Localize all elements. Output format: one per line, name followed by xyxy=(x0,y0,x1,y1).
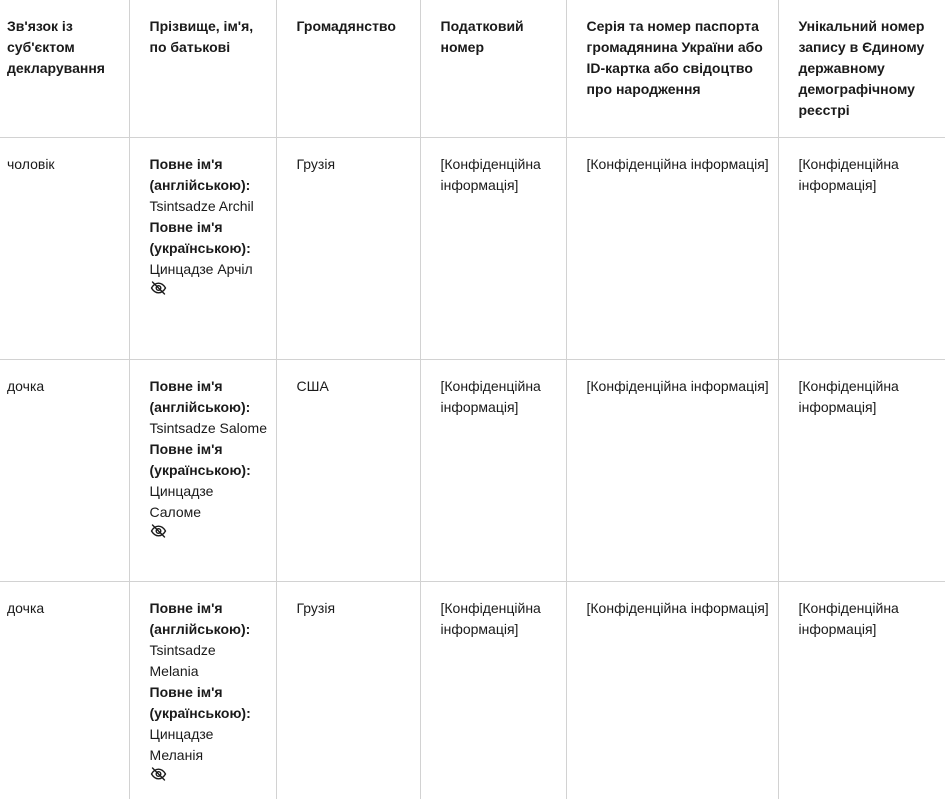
tax-number-cell: [Конфіденційна інформація] xyxy=(420,582,566,800)
full-name-cell xyxy=(129,138,276,360)
name-uk-value: Цинцадзе Арчіл xyxy=(149,261,253,277)
name-en-value: Tsintsadze Melania xyxy=(149,642,216,679)
citizenship-cell: Грузія xyxy=(276,138,420,360)
relation-cell: дочка xyxy=(0,360,129,582)
name-en-value: Tsintsadze Archil xyxy=(149,198,254,214)
table-row xyxy=(0,138,945,360)
header-passport: Серія та номер паспорта громадянина України або ID-картка або свідоцтво про народження xyxy=(566,0,778,138)
header-tax-number: Податковий номер xyxy=(420,0,566,138)
relation-cell: чоловік xyxy=(0,138,129,360)
relation-cell: дочка xyxy=(0,582,129,800)
registry-number-cell: [Конфіденційна інформація] xyxy=(778,138,945,360)
header-full-name: Прізвище, ім'я, по батькові xyxy=(129,0,276,138)
tax-number-cell: [Конфіденційна інформація] xyxy=(420,360,566,582)
name-uk-value: Цинцадзе Меланія xyxy=(149,726,214,763)
header-citizenship: Громадянство xyxy=(276,0,420,138)
passport-cell: [Конфіденційна інформація] xyxy=(566,582,778,800)
registry-number-cell: [Конфіденційна інформація] xyxy=(778,582,945,800)
passport-cell: [Конфіденційна інформація] xyxy=(566,360,778,582)
header-relation: Зв'язок із суб'єктом декларування xyxy=(0,0,129,138)
eye-slash-icon[interactable] xyxy=(150,281,168,297)
eye-slash-icon[interactable] xyxy=(150,524,168,540)
table-row xyxy=(0,360,945,582)
name-uk-value: Цинцадзе Саломе xyxy=(149,483,214,520)
table-header-row xyxy=(0,0,945,138)
table-row xyxy=(0,582,945,800)
name-uk-label: Повне ім'я (українською): xyxy=(149,219,251,256)
citizenship-cell: Грузія xyxy=(276,582,420,800)
full-name-cell xyxy=(129,360,276,582)
name-uk-label: Повне ім'я (українською): xyxy=(149,441,251,478)
eye-slash-icon[interactable] xyxy=(150,767,168,783)
name-uk-label: Повне ім'я (українською): xyxy=(149,684,251,721)
name-en-label: Повне ім'я (англійською): xyxy=(149,156,251,193)
name-en-label: Повне ім'я (англійською): xyxy=(149,600,251,637)
name-en-value: Tsintsadze Salome xyxy=(149,420,268,436)
registry-number-cell: [Конфіденційна інформація] xyxy=(778,360,945,582)
full-name-cell xyxy=(129,582,276,800)
passport-cell: [Конфіденційна інформація] xyxy=(566,138,778,360)
name-en-label: Повне ім'я (англійською): xyxy=(149,378,251,415)
tax-number-cell: [Конфіденційна інформація] xyxy=(420,138,566,360)
citizenship-cell: США xyxy=(276,360,420,582)
header-registry-number: Унікальний номер запису в Єдиному державному демографічному реєстрі xyxy=(778,0,945,138)
